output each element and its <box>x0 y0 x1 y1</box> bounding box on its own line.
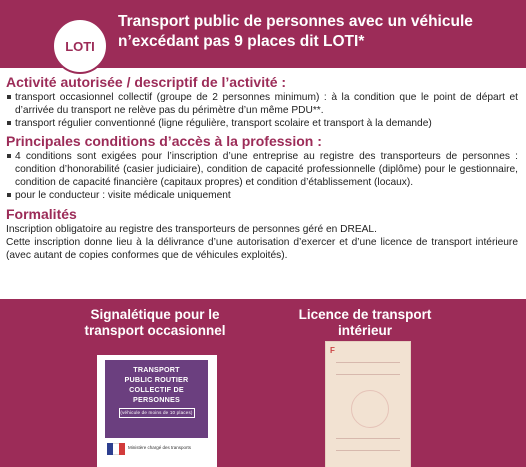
list-item: pour le conducteur : visite médicale uniquement <box>6 189 518 202</box>
badge-label: LOTI <box>65 38 95 54</box>
loti-badge <box>52 18 108 74</box>
french-flag-icon <box>107 443 125 455</box>
signage-image <box>97 355 217 467</box>
activity-heading: Activité autorisée / descriptif de l’activité : <box>6 74 287 90</box>
illustrations-panel <box>0 299 526 467</box>
signage-text <box>105 360 208 418</box>
caption-licence <box>290 307 440 339</box>
licence-rule <box>336 362 400 363</box>
signage-line: TRANSPORT <box>133 365 180 374</box>
main-content <box>6 74 518 262</box>
licence-rule <box>336 374 400 375</box>
caption-line: intérieur <box>337 323 392 338</box>
licence-image <box>325 341 411 467</box>
title-line-1: Transport public de personnes avec un véhicule <box>118 13 473 30</box>
list-item: 4 conditions sont exigées pour l’inscription d’une entreprise au registre des transporteurs de personnes : condition d’honorabilité (casier judiciaire), condition de capacité professionnelle (diplôme) pour le gestionnaire, condition de capacité financière (capitaux propres) et condition d’établissement (locaux). <box>6 150 518 189</box>
conditions-list <box>6 150 518 202</box>
formalites-heading: Formalités <box>6 206 77 222</box>
caption-line: Signalétique pour le <box>90 307 220 322</box>
signage-line: COLLECTIF DE <box>129 385 184 394</box>
list-item: transport régulier conventionné (ligne régulière, transport scolaire et transport à la demande) <box>6 117 518 130</box>
header-banner <box>0 0 526 68</box>
licence-rule <box>336 438 400 439</box>
licence-rule <box>336 450 400 451</box>
signage-line: PERSONNES <box>133 395 180 404</box>
list-item: transport occasionnel collectif (groupe de 2 personnes minimum) : à la condition que le point de départ et d’arrivée du transport ne relève pas du périmètre d’un même PDU**. <box>6 91 518 117</box>
formalites-paragraph-1: Inscription obligatoire au registre des transporteurs de personnes géré en DREAL. <box>6 224 377 235</box>
conditions-heading: Principales conditions d’accès à la profession : <box>6 133 322 149</box>
signage-small-text: (véhicule de moins de 10 places) <box>119 408 195 418</box>
caption-line: Licence de transport <box>298 307 432 322</box>
signage-line: PUBLIC ROUTIER <box>124 375 189 384</box>
activity-list <box>6 91 518 130</box>
caption-line: transport occasionnel <box>84 323 226 338</box>
licence-seal <box>351 390 389 428</box>
ministry-label: Ministère chargé des transports <box>128 445 192 450</box>
title-line-2: n’excédant pas 9 places dit LOTI* <box>118 33 365 50</box>
formalites-paragraph-2: Cette inscription donne lieu à la délivrance d’une autorisation d’exercer et d’une licence de transport intérieure (avec autant de copies conformes que de véhicules exploités). <box>6 237 518 261</box>
licence-mark: F <box>330 346 335 355</box>
caption-signage <box>70 307 240 339</box>
signage-plate <box>105 360 208 438</box>
page-title <box>118 12 518 52</box>
